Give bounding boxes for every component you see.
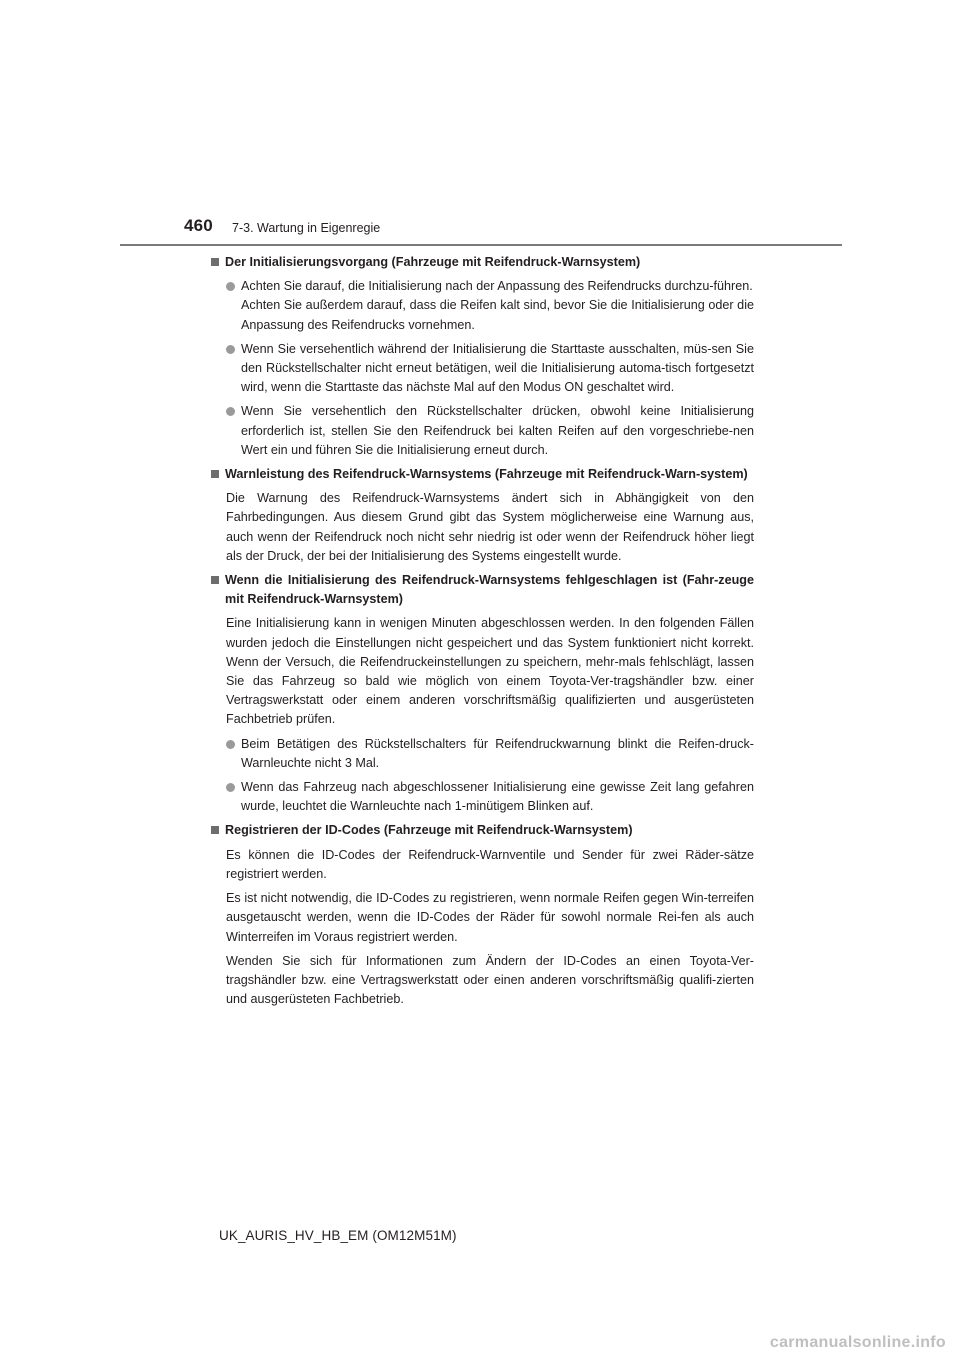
section-heading — [211, 821, 754, 840]
bullet-text: Wenn das Fahrzeug nach abgeschlossener Initialisierung eine gewisse Zeit lang gefahren wurde, leuchtet die Warnleuchte nach 1-minütigem Blinken auf. — [241, 780, 754, 814]
section-heading-text: Der Initialisierungsvorgang (Fahrzeuge mit Reifendruck-Warnsystem) — [225, 255, 641, 269]
content-section — [211, 571, 754, 816]
content-section — [211, 821, 754, 1009]
circle-bullet-icon — [226, 345, 235, 354]
bullet-item — [211, 735, 754, 773]
square-bullet-icon — [211, 470, 219, 478]
body-paragraph: Eine Initialisierung kann in wenigen Minuten abgeschlossen werden. In den folgenden Fällen wurden jedoch die Einstellungen nicht gespeichert und das System funktioniert nicht korrekt. Wenn der Versuch, die Reifendruckeinstellungen zu speichern, mehr-mals fehlschlägt, lassen Sie das Fahrzeug so bald wie möglich von einem Toyota-Ver-tragshändler bzw. einer Vertragswerkstatt oder einem anderen vorschriftsmäßig qualifizierten und ausgerüsteten Fachbetrieb prüfen. — [226, 616, 754, 727]
bullet-item — [211, 778, 754, 816]
watermark-text: carmanualsonline.info — [769, 1334, 946, 1351]
circle-bullet-icon — [226, 740, 235, 749]
bullet-text: Achten Sie darauf, die Initialisierung nach der Anpassung des Reifendrucks durchzu-führen. Achten Sie außerdem darauf, dass die Reifen kalt sind, bevor Sie die Initialisierung oder die Anpassung des Reifendrucks vornehmen. — [241, 279, 754, 332]
body-paragraph: Die Warnung des Reifendruck-Warnsystems ändert sich in Abhängigkeit von den Fahrbedingungen. Aus diesem Grund gibt das System möglicherweise eine Warnung aus, auch wenn der Reifendruck noch nicht sehr niedrig ist oder wenn der Reifendruck höher liegt als der Druck, der bei der Initialisierung des Systems eingestellt wurde. — [226, 491, 754, 563]
square-bullet-icon — [211, 258, 219, 266]
section-heading-text: Registrieren der ID-Codes (Fahrzeuge mit Reifendruck-Warnsystem) — [225, 823, 633, 838]
bullet-item — [211, 277, 754, 335]
document-code: UK_AURIS_HV_HB_EM (OM12M51M) — [219, 1228, 457, 1243]
header-divider — [120, 244, 842, 246]
section-heading — [211, 253, 754, 272]
content-section — [211, 253, 754, 460]
circle-bullet-icon — [226, 282, 235, 291]
page-content — [211, 253, 754, 1014]
bullet-text: Wenn Sie versehentlich den Rückstellschalter drücken, obwohl keine Initialisierung erforderlich ist, stellen Sie den Reifendruck bei kalten Reifen auf den vorgeschriebe-nen Wert ein und führen Sie die Initialisierung erneut durch. — [241, 404, 754, 457]
bullet-text: Beim Betätigen des Rückstellschalters für Reifendruckwarnung blinkt die Reifen-druck-Warnleuchte nicht 3 Mal. — [241, 736, 754, 770]
body-paragraph: Es können die ID-Codes der Reifendruck-Warnventile und Sender für zwei Räder-sätze registriert werden. — [226, 847, 754, 881]
bullet-item — [211, 340, 754, 398]
section-heading-text: Wenn die Initialisierung des Reifendruck-Warnsystems fehlgeschlagen ist (Fahr-zeuge mit Reifendruck-Warnsystem) — [225, 573, 754, 607]
content-section — [211, 465, 754, 566]
section-heading-text: Warnleistung des Reifendruck-Warnsystems (Fahrzeuge mit Reifendruck-Warn-system) — [225, 467, 748, 482]
page-number: 460 — [184, 216, 213, 235]
section-heading — [211, 571, 754, 609]
circle-bullet-icon — [226, 783, 235, 792]
section-label: 7-3. Wartung in Eigenregie — [232, 221, 381, 235]
bullet-item — [211, 402, 754, 460]
section-heading — [211, 465, 754, 484]
square-bullet-icon — [211, 826, 219, 834]
body-paragraph: Wenden Sie sich für Informationen zum Ändern der ID-Codes an einen Toyota-Ver-tragshändler bzw. eine Vertragswerkstatt oder einen anderen vorschriftsmäßig qualifi-zierten und ausgerüsteten Fachbetrieb. — [226, 953, 754, 1007]
bullet-text: Wenn Sie versehentlich während der Initialisierung die Starttaste ausschalten, müs-sen Sie den Rückstellschalter nicht erneut betätigen, weil die Initialisierung automa-tisch fortgesetzt wird, wenn die Starttaste das nächste Mal auf den Modus ON geschaltet wird. — [241, 341, 754, 395]
square-bullet-icon — [211, 576, 219, 584]
circle-bullet-icon — [226, 407, 235, 416]
body-paragraph: Es ist nicht notwendig, die ID-Codes zu registrieren, wenn normale Reifen gegen Win-terreifen ausgetauscht werden, wenn die ID-Codes der Räder für sowohl normale Rei-fen als auch Winterreifen im Voraus registriert werden. — [226, 891, 754, 944]
